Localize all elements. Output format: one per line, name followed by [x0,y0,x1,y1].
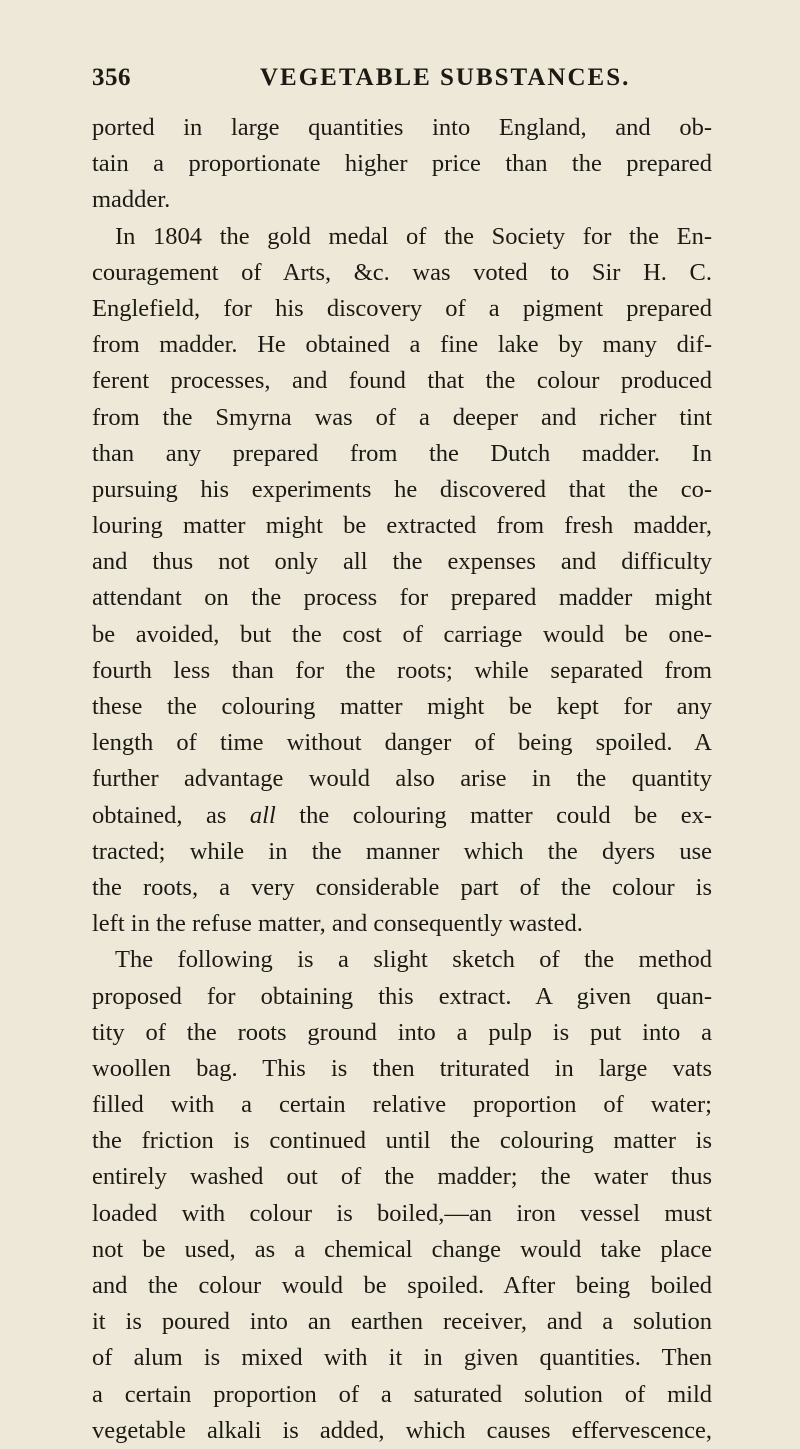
page-header [92,64,712,104]
text-line: from madder. He obtained a fine lake by many dif- [92,331,712,359]
text-line: madder. [92,186,171,214]
text-line: left in the refuse matter, and consequently wasted. [92,910,583,938]
text-line: The following is a slight sketch of the method [115,946,712,974]
text-line-segment: obtained, as [92,801,250,829]
text-line-segment: the colouring matter could be ex- [275,801,712,829]
text-line: be avoided, but the cost of carriage would be one- [92,620,712,648]
text-line: In 1804 the gold medal of the Society for the En- [115,222,712,250]
text-line: a certain proportion of a saturated solution of mild [92,1380,712,1408]
text-line: entirely washed out of the madder; the water thus [92,1163,712,1191]
text-line: couragement of Arts, &c. was voted to Sir H. C. [92,258,712,286]
text-line: louring matter might be extracted from fresh madder, [92,512,712,540]
text-line: the friction is continued until the colouring matter is [92,1127,712,1155]
text-line: tity of the roots ground into a pulp is put into a [92,1018,712,1046]
text-line: from the Smyrna was of a deeper and richer tint [92,403,712,431]
text-line: these the colouring matter might be kept for any [92,693,712,720]
text-line: ferent processes, and found that the colour produced [92,367,712,395]
text-line: length of time without danger of being spoiled. A [92,729,712,757]
text-line: tracted; while in the manner which the dyers use [92,837,712,865]
text-line: vegetable alkali is added, which causes effervescence, [92,1416,712,1444]
text-line [92,798,712,834]
emphasis: all [249,801,276,829]
text-line: tain a proportionate higher price than the prepared [92,150,712,178]
text-line: it is poured into an earthen receiver, and a solution [92,1308,712,1336]
page-number: 356 [92,64,131,91]
body-text [92,110,712,1449]
text-line: loaded with colour is boiled,—an iron vessel must [92,1199,712,1227]
text-line: ported in large quantities into England, and ob- [92,114,712,141]
text-line: not be used, as a chemical change would take place [92,1235,712,1263]
text-line: proposed for obtaining this extract. A given quan- [92,982,712,1010]
text-line: than any prepared from the Dutch madder. In [92,439,712,467]
text-line: pursuing his experiments he discovered that the co- [92,475,712,503]
text-line: and thus not only all the expenses and difficulty [92,548,712,576]
text-line: of alum is mixed with it in given quantities. Then [92,1344,712,1372]
text-line: and the colour would be spoiled. After being boiled [92,1272,712,1299]
text-line: attendant on the process for prepared madder might [92,584,712,612]
text-line: further advantage would also arise in the quantity [92,765,712,793]
running-head: VEGETABLE SUBSTANCES. [260,64,631,91]
text-line: the roots, a very considerable part of the colour is [92,873,712,901]
text-line: fourth less than for the roots; while separated from [92,656,712,684]
text-line: woollen bag. This is then triturated in large vats [92,1054,712,1082]
text-line: Englefield, for his discovery of a pigment prepared [92,294,712,322]
text-line: filled with a certain relative proportion of water; [92,1091,712,1119]
